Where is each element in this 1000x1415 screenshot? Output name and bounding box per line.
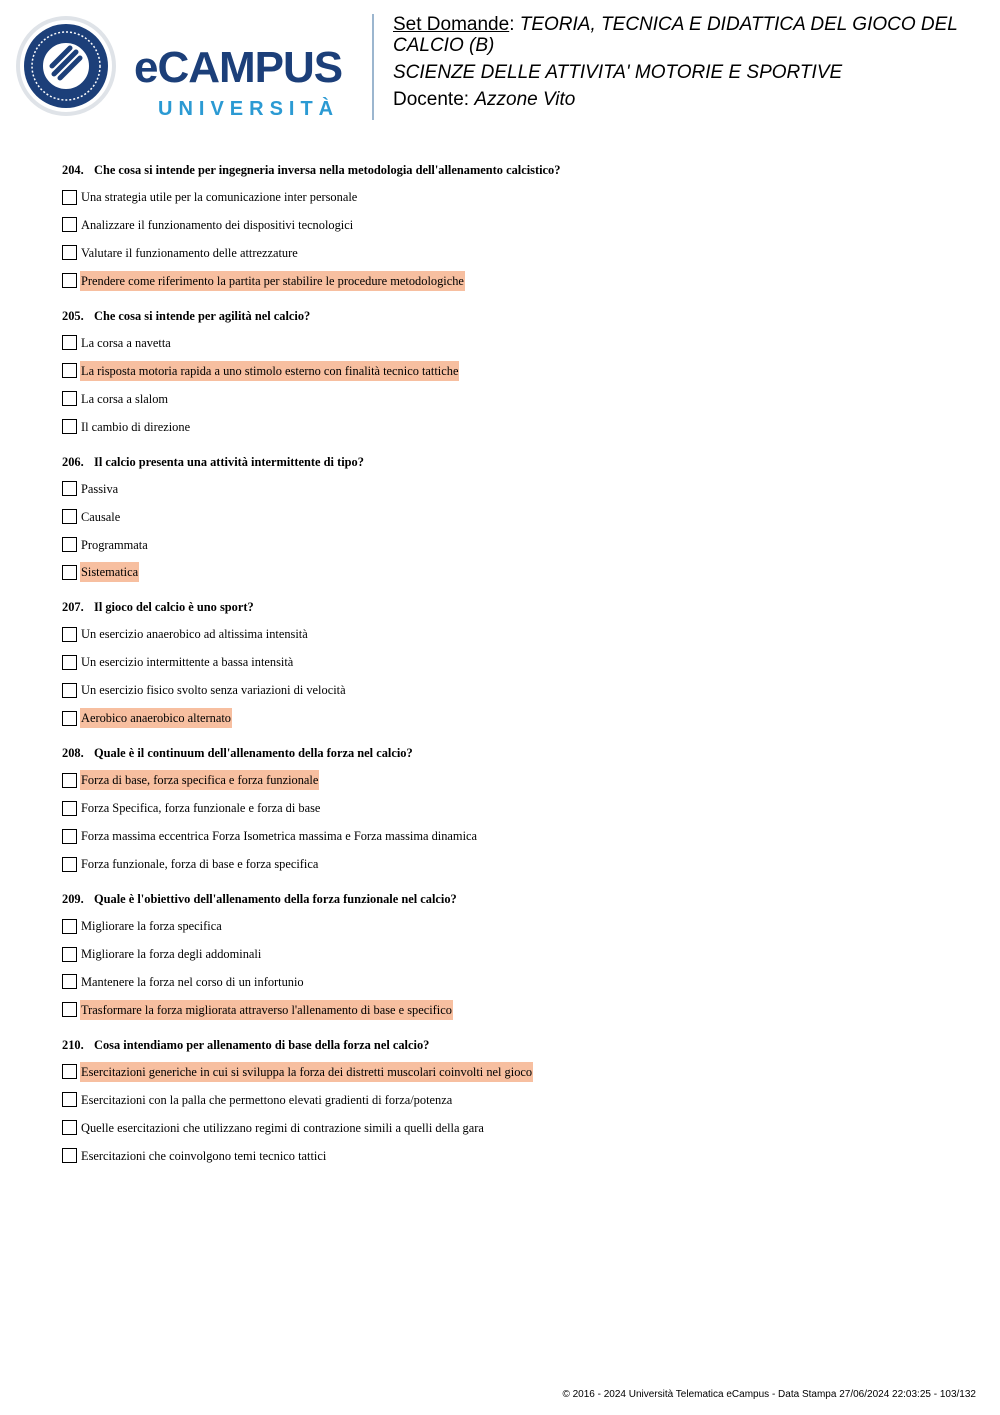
question-block bbox=[62, 162, 962, 291]
answer-option[interactable] bbox=[62, 1090, 962, 1110]
question-block bbox=[62, 308, 962, 437]
answer-text: Un esercizio fisico svolto senza variazioni di velocità bbox=[81, 683, 346, 698]
answer-text: Quelle esercitazioni che utilizzano regimi di contrazione simili a quelli della gara bbox=[81, 1120, 484, 1135]
answer-checkbox[interactable] bbox=[62, 857, 77, 872]
answer-text: Una strategia utile per la comunicazione inter personale bbox=[81, 190, 358, 204]
question-block bbox=[62, 891, 962, 1020]
answer-option[interactable] bbox=[62, 535, 962, 555]
answer-text: Il cambio di direzione bbox=[81, 419, 191, 434]
answer-checkbox[interactable] bbox=[62, 245, 77, 260]
answer-text: Mantenere la forza nel corso di un infortunio bbox=[81, 974, 304, 989]
answer-option[interactable] bbox=[62, 1000, 962, 1020]
answer-checkbox[interactable] bbox=[62, 481, 77, 496]
page-footer: © 2016 - 2024 Università Telematica eCampus - Data Stampa 27/06/2024 22:03:25 - 103/132 bbox=[562, 1389, 976, 1400]
answer-checkbox[interactable] bbox=[62, 919, 77, 934]
answer-option[interactable] bbox=[62, 1146, 962, 1166]
question-text: Che cosa si intende per ingegneria inversa nella metodologia dell'allenamento calcistico? bbox=[94, 163, 561, 177]
question-title bbox=[62, 454, 962, 470]
answer-option[interactable] bbox=[62, 389, 962, 409]
answer-option[interactable] bbox=[62, 652, 962, 672]
answer-checkbox[interactable] bbox=[62, 1064, 77, 1079]
answer-text: Valutare il funzionamento delle attrezzature bbox=[81, 245, 298, 260]
answer-option[interactable] bbox=[62, 243, 962, 263]
answer-text-correct: Prendere come riferimento la partita per stabilire le procedure metodologiche bbox=[80, 271, 465, 291]
answer-option[interactable] bbox=[62, 417, 962, 437]
answer-checkbox[interactable] bbox=[62, 537, 77, 552]
questions-list bbox=[62, 162, 962, 1183]
question-number: 207. bbox=[62, 600, 84, 615]
teacher-label: Docente: bbox=[393, 89, 470, 110]
answer-checkbox[interactable] bbox=[62, 1148, 77, 1163]
answer-checkbox[interactable] bbox=[62, 801, 77, 816]
answer-text: Forza funzionale, forza di base e forza specifica bbox=[81, 857, 319, 872]
answer-option[interactable] bbox=[62, 826, 962, 846]
answer-text: La corsa a navetta bbox=[81, 335, 171, 350]
answer-option[interactable] bbox=[62, 479, 962, 499]
answer-checkbox[interactable] bbox=[62, 419, 77, 434]
question-title bbox=[62, 599, 962, 615]
question-text: Che cosa si intende per agilità nel calcio? bbox=[94, 308, 311, 323]
question-text: Il calcio presenta una attività intermittente di tipo? bbox=[94, 454, 364, 469]
question-block bbox=[62, 1037, 962, 1166]
answer-text: Un esercizio intermittente a bassa intensità bbox=[81, 655, 294, 670]
teacher-name: Azzone Vito bbox=[474, 89, 576, 110]
header-info bbox=[393, 14, 983, 116]
answer-text: La corsa a slalom bbox=[81, 391, 169, 406]
answer-option[interactable] bbox=[62, 1062, 962, 1082]
answer-checkbox[interactable] bbox=[62, 829, 77, 844]
answer-checkbox[interactable] bbox=[62, 335, 77, 350]
ecampus-seal-icon bbox=[14, 14, 118, 118]
answer-checkbox[interactable] bbox=[62, 947, 77, 962]
course-name: SCIENZE DELLE ATTIVITA' MOTORIE E SPORTIVE bbox=[393, 62, 843, 83]
answer-checkbox[interactable] bbox=[62, 565, 77, 580]
answer-checkbox[interactable] bbox=[62, 655, 77, 670]
question-text: Quale è il continuum dell'allenamento della forza nel calcio? bbox=[94, 746, 413, 761]
answer-option[interactable] bbox=[62, 1118, 962, 1138]
set-label: Set Domande bbox=[393, 14, 510, 35]
answer-option[interactable] bbox=[62, 507, 962, 527]
answer-text: Programmata bbox=[81, 537, 148, 552]
answer-option[interactable] bbox=[62, 187, 962, 207]
question-block bbox=[62, 745, 962, 874]
ecampus-logo bbox=[14, 14, 354, 118]
answer-option[interactable] bbox=[62, 798, 962, 818]
answer-text: Passiva bbox=[81, 481, 119, 496]
question-number: 210. bbox=[62, 1037, 84, 1052]
logo-subtitle-text: UNIVERSITÀ bbox=[158, 98, 340, 120]
answer-text-correct: Aerobico anaerobico alternato bbox=[80, 708, 232, 728]
answer-text: Esercitazioni che coinvolgono temi tecnico tattici bbox=[81, 1148, 327, 1163]
question-number: 209. bbox=[62, 892, 84, 907]
answer-text: Un esercizio anaerobico ad altissima intensità bbox=[81, 627, 308, 642]
page-header bbox=[0, 0, 1000, 130]
answer-text: Migliorare la forza specifica bbox=[81, 919, 222, 934]
set-value: TEORIA, TECNICA E DIDATTICA DEL GIOCO DEL CALCIO (B) bbox=[393, 14, 958, 56]
answer-text-correct: Forza di base, forza specifica e forza funzionale bbox=[80, 770, 319, 790]
answer-checkbox[interactable] bbox=[62, 217, 77, 232]
answer-text-correct: La risposta motoria rapida a uno stimolo esterno con finalità tecnico tattiche bbox=[80, 361, 459, 381]
answer-option[interactable] bbox=[62, 944, 962, 964]
answer-checkbox[interactable] bbox=[62, 711, 77, 726]
question-title bbox=[62, 1037, 962, 1053]
answer-option[interactable] bbox=[62, 854, 962, 874]
answer-checkbox[interactable] bbox=[62, 1002, 77, 1017]
question-text: Il gioco del calcio è uno sport? bbox=[94, 600, 254, 615]
answer-text: Migliorare la forza degli addominali bbox=[81, 947, 262, 961]
answer-option[interactable] bbox=[62, 361, 962, 381]
answer-option[interactable] bbox=[62, 708, 962, 728]
answer-checkbox[interactable] bbox=[62, 190, 77, 205]
answer-option[interactable] bbox=[62, 770, 962, 790]
teacher-row bbox=[393, 89, 983, 110]
answer-checkbox[interactable] bbox=[62, 1092, 77, 1107]
answer-text-correct: Sistematica bbox=[80, 562, 139, 582]
question-block bbox=[62, 454, 962, 583]
answer-option[interactable] bbox=[62, 624, 962, 644]
answer-text: Analizzare il funzionamento dei dispositivi tecnologici bbox=[81, 217, 354, 232]
answer-checkbox[interactable] bbox=[62, 627, 77, 642]
answer-checkbox[interactable] bbox=[62, 363, 77, 378]
answer-option[interactable] bbox=[62, 333, 962, 353]
question-number: 204. bbox=[62, 163, 84, 177]
answer-option[interactable] bbox=[62, 680, 962, 700]
question-title bbox=[62, 308, 962, 324]
question-title bbox=[62, 891, 962, 907]
question-number: 205. bbox=[62, 308, 84, 323]
question-text: Quale è l'obiettivo dell'allenamento della forza funzionale nel calcio? bbox=[94, 892, 457, 907]
answer-checkbox[interactable] bbox=[62, 391, 77, 406]
answer-option[interactable] bbox=[62, 215, 962, 235]
answer-checkbox[interactable] bbox=[62, 1120, 77, 1135]
answer-option[interactable] bbox=[62, 916, 962, 936]
question-block bbox=[62, 599, 962, 728]
answer-checkbox[interactable] bbox=[62, 773, 77, 788]
question-number: 206. bbox=[62, 454, 84, 469]
question-title bbox=[62, 745, 962, 761]
logo-brand-text: eCAMPUS bbox=[134, 43, 343, 92]
question-text: Cosa intendiamo per allenamento di base della forza nel calcio? bbox=[94, 1037, 430, 1052]
answer-text: Forza massima eccentrica Forza Isometrica massima e Forza massima dinamica bbox=[81, 829, 478, 844]
answer-text-correct: Esercitazioni generiche in cui si sviluppa la forza dei distretti muscolari coinvolti nel gioco bbox=[80, 1062, 533, 1082]
question-number: 208. bbox=[62, 746, 84, 761]
set-row: Set Domande: TEORIA, TECNICA E DIDATTICA DEL GIOCO DEL CALCIO (B) bbox=[393, 14, 958, 56]
answer-option[interactable] bbox=[62, 271, 962, 291]
answer-text: Forza Specifica, forza funzionale e forza di base bbox=[81, 801, 321, 816]
header-divider bbox=[372, 14, 374, 120]
answer-option[interactable] bbox=[62, 562, 962, 582]
answer-checkbox[interactable] bbox=[62, 509, 77, 524]
answer-text-correct: Trasformare la forza migliorata attraverso l'allenamento di base e specifico bbox=[80, 1000, 453, 1020]
answer-checkbox[interactable] bbox=[62, 683, 77, 698]
answer-option[interactable] bbox=[62, 972, 962, 992]
answer-text: Esercitazioni con la palla che permettono elevati gradienti di forza/potenza bbox=[81, 1092, 453, 1107]
question-title bbox=[62, 162, 962, 178]
answer-checkbox[interactable] bbox=[62, 273, 77, 288]
answer-checkbox[interactable] bbox=[62, 974, 77, 989]
answer-text: Causale bbox=[81, 509, 121, 524]
